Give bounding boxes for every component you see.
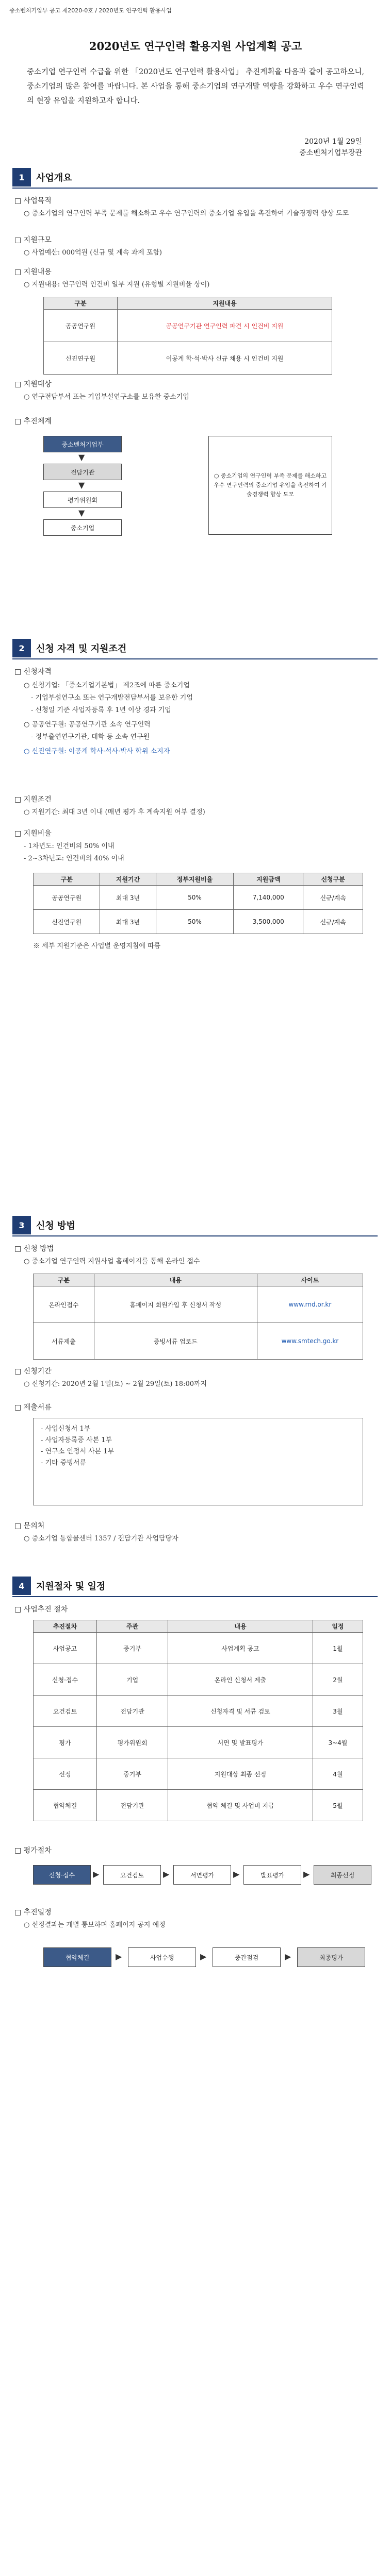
budget-label: □ 지원규모 — [14, 236, 52, 244]
method-label: □ 신청 방법 — [14, 1245, 54, 1253]
docs-line: - 기타 증빙서류 — [41, 1459, 87, 1467]
table-header: 추진절차 — [34, 1620, 97, 1633]
section-eligibility — [12, 639, 378, 1206]
flow-label: □ 평가절차 — [14, 1846, 52, 1855]
ratio-label: □ 지원비율 — [14, 829, 52, 838]
flow-box: 협약체결 — [43, 1947, 111, 1967]
table-cell: 온라인 신청서 제출 — [168, 1664, 313, 1696]
table-cell: 3월 — [313, 1696, 363, 1727]
table-header: 지원내용 — [118, 297, 332, 310]
support-type-table — [43, 297, 332, 375]
table-cell: 선정 — [34, 1758, 97, 1790]
table-cell: 신규/계속 — [303, 886, 363, 910]
table-cell: 50% — [156, 910, 234, 934]
section-title: 사업개요 — [36, 173, 72, 183]
sched-text: ○ 선정결과는 개별 통보하며 홈페이지 공지 예정 — [24, 1921, 166, 1929]
page-title: 2020년도 연구인력 활용지원 사업계획 공고 — [89, 40, 302, 53]
section-divider — [12, 1235, 378, 1236]
table-cell: 신청자격 및 서류 검토 — [168, 1696, 313, 1727]
budget-text: ○ 사업예산: 000억원 (신규 및 계속 과제 포함) — [24, 249, 162, 257]
cond-label: □ 지원조건 — [14, 795, 52, 804]
table-cell: 1월 — [313, 1633, 363, 1664]
req-label: □ 신청자격 — [14, 668, 52, 676]
table-row — [34, 910, 363, 934]
flow-box: 전담기관 — [43, 464, 122, 480]
flow-box: 중간점검 — [213, 1947, 281, 1967]
table-cell: 서류제출 — [34, 1323, 94, 1360]
sched-label: □ 추진일정 — [14, 1908, 52, 1917]
docs-box — [33, 1418, 363, 1505]
flow-detail-text: ○ 중소기업의 연구인력 부족 문제를 해소하고 우수 연구인력의 중소기업 유입을 촉진하여 기술경쟁력 향상 도모 — [214, 472, 327, 498]
table-cell: 신규/계속 — [303, 910, 363, 934]
table-cell: 요건검토 — [34, 1696, 97, 1727]
flow-box: 요건검토 — [103, 1865, 161, 1885]
table-header: 구분 — [44, 297, 118, 310]
section-number: 1 — [12, 168, 31, 187]
table-header: 일정 — [313, 1620, 363, 1633]
table-cell: 공공연구원 — [44, 310, 118, 342]
section-divider — [12, 658, 378, 659]
table-cell: 3,500,000 — [234, 910, 303, 934]
docs-line: - 사업자등록증 사본 1부 — [41, 1436, 112, 1444]
table-header: 지원금액 — [234, 873, 303, 886]
arrow-right-icon: ▶ — [116, 1952, 122, 1961]
table-cell: 3~4월 — [313, 1727, 363, 1758]
flow-box: 사업수행 — [128, 1947, 196, 1967]
table-row — [44, 342, 332, 375]
table-header: 내용 — [94, 1274, 257, 1286]
table-cell: 협약 체결 및 사업비 지급 — [168, 1790, 313, 1821]
table-cell: 신진연구원 — [34, 910, 100, 934]
table-row — [34, 1758, 363, 1790]
flow-box: 최종선정 — [314, 1865, 371, 1885]
table-header: 주관 — [97, 1620, 168, 1633]
date-line: 2020년 1월 29일 — [304, 138, 362, 146]
table-header: 구분 — [34, 873, 100, 886]
table-cell: 이공계 학·석·박사 신규 채용 시 인건비 지원 — [118, 342, 332, 375]
table-cell: 증빙서류 업로드 — [94, 1323, 257, 1360]
arrow-down-icon: ▼ — [78, 480, 85, 490]
table-row — [34, 1727, 363, 1758]
table-cell: 전담기관 — [97, 1696, 168, 1727]
section-divider — [12, 1596, 378, 1597]
req-line: ○ 신청기업: 「중소기업기본법」 제2조에 따른 중소기업 — [24, 682, 190, 689]
flow-box: 서면평가 — [173, 1865, 231, 1885]
section-title: 신청 방법 — [36, 1221, 75, 1231]
table-row — [34, 1323, 363, 1360]
arrow-right-icon: ▶ — [163, 1869, 170, 1879]
table-cell: 중기부 — [97, 1633, 168, 1664]
table-cell: 최대 3년 — [100, 910, 156, 934]
table-row — [34, 1286, 363, 1323]
arrow-right-icon: ▶ — [200, 1952, 207, 1961]
table-header: 내용 — [168, 1620, 313, 1633]
table-link[interactable]: www.rnd.or.kr — [257, 1286, 363, 1323]
period-label: □ 신청기간 — [14, 1367, 52, 1376]
application-site-table — [33, 1274, 363, 1360]
arrow-right-icon: ▶ — [93, 1869, 100, 1879]
section-overview — [12, 168, 378, 632]
intro-paragraph: 중소기업 연구인력 수급을 위한 「2020년도 연구인력 활용사업」 추진계획을 다음과 같이 공고하오니, 중소기업의 많은 참여를 바랍니다. 본 사업을 통해 중소기업의 연구개발 역량을 강화하고 우수 연구인력의 현장 유입을 지원하고자 합니다. — [27, 68, 364, 105]
arrow-right-icon: ▶ — [303, 1869, 310, 1879]
table-cell: 공공연구기관 연구인력 파견 시 인건비 지원 — [118, 310, 332, 342]
docs-line: - 연구소 인정서 사본 1부 — [41, 1448, 115, 1455]
ratio-line: - 1차년도: 인건비의 50% 이내 — [24, 842, 115, 850]
table-link[interactable]: www.smtech.go.kr — [257, 1323, 363, 1360]
section-procedure — [12, 1577, 378, 2576]
table-cell: 사업계획 공고 — [168, 1633, 313, 1664]
section-number: 2 — [12, 639, 31, 657]
signer-line: 중소벤처기업부장관 — [299, 149, 362, 157]
table-header: 구분 — [34, 1274, 94, 1286]
section-number: 3 — [12, 1216, 31, 1234]
content-text: ○ 지원내용: 연구인력 인건비 일부 지원 (유형별 지원비율 상이) — [24, 281, 210, 289]
content-label: □ 지원내용 — [14, 268, 52, 276]
table-cell: 협약체결 — [34, 1790, 97, 1821]
cond-text: ○ 지원기간: 최대 3년 이내 (매년 평가 후 계속지원 여부 결정) — [24, 808, 205, 816]
section-title: 신청 자격 및 지원조건 — [36, 643, 127, 654]
table-header: 정부지원비율 — [156, 873, 234, 886]
table-row — [34, 1696, 363, 1727]
req-line: - 신청일 기준 사업자등록 후 1년 이상 경과 기업 — [31, 706, 171, 714]
table-header: 사이트 — [257, 1274, 363, 1286]
flow-box: 발표평가 — [243, 1865, 301, 1885]
docs-label: □ 제출서류 — [14, 1403, 52, 1412]
table-row — [34, 1633, 363, 1664]
table-cell: 7,140,000 — [234, 886, 303, 910]
table-cell: 홈페이지 회원가입 후 신청서 작성 — [94, 1286, 257, 1323]
arrow-down-icon: ▼ — [78, 508, 85, 518]
req-line: ○ 공공연구원: 공공연구기관 소속 연구인력 — [24, 721, 151, 728]
procedure-table — [33, 1620, 363, 1821]
table-cell: 서면 및 발표평가 — [168, 1727, 313, 1758]
target-text: ○ 연구전담부서 또는 기업부설연구소를 보유한 중소기업 — [24, 393, 189, 401]
table-header: 지원기간 — [100, 873, 156, 886]
date-signature — [299, 136, 362, 159]
table-cell: 중기부 — [97, 1758, 168, 1790]
table-cell: 평가 — [34, 1727, 97, 1758]
req-line: - 정부출연연구기관, 대학 등 소속 연구원 — [31, 733, 150, 741]
req-line: - 기업부설연구소 또는 연구개발전담부서를 보유한 기업 — [31, 694, 193, 702]
support-condition-table — [33, 873, 363, 934]
table-row — [34, 886, 363, 910]
section-number: 4 — [12, 1577, 31, 1595]
flow-box: 평가위원회 — [43, 492, 122, 508]
table-header: 신청구분 — [303, 873, 363, 886]
table-cell: 5월 — [313, 1790, 363, 1821]
table-cell: 평가위원회 — [97, 1727, 168, 1758]
arrow-right-icon: ▶ — [285, 1952, 291, 1961]
table-row — [44, 310, 332, 342]
table-row — [34, 1664, 363, 1696]
purpose-label: □ 사업목적 — [14, 197, 52, 205]
table-cell: 지원대상 최종 선정 — [168, 1758, 313, 1790]
ratio-line: - 2~3차년도: 인건비의 40% 이내 — [24, 855, 124, 862]
header-note: 중소벤처기업부 공고 제2020-0호 / 2020년도 연구인력 활용사업 — [9, 7, 172, 14]
table-cell: 신청·접수 — [34, 1664, 97, 1696]
section-divider — [12, 188, 378, 189]
table-cell: 신진연구원 — [44, 342, 118, 375]
flow-box: 신청·접수 — [33, 1865, 91, 1885]
contact-text: ○ 중소기업 통합콜센터 1357 / 전담기관 사업담당자 — [24, 1535, 178, 1543]
table-cell: 2월 — [313, 1664, 363, 1696]
table-cell: 전담기관 — [97, 1790, 168, 1821]
table-cell: 사업공고 — [34, 1633, 97, 1664]
table-cell: 공공연구원 — [34, 886, 100, 910]
target-label: □ 지원대상 — [14, 380, 52, 388]
contact-label: □ 문의처 — [14, 1522, 45, 1530]
section-title: 지원절차 및 일정 — [36, 1581, 106, 1592]
table-cell: 최대 3년 — [100, 886, 156, 910]
proc-label: □ 사업추진 절차 — [14, 1605, 68, 1614]
method-text: ○ 중소기업 연구인력 지원사업 홈페이지를 통해 온라인 접수 — [24, 1258, 200, 1265]
table-cell: 4월 — [313, 1758, 363, 1790]
table-cell: 온라인접수 — [34, 1286, 94, 1323]
arrow-right-icon: ▶ — [233, 1869, 240, 1879]
table-cell: 50% — [156, 886, 234, 910]
flow-box: 최종평가 — [297, 1947, 365, 1967]
note-text: ※ 세부 지원기준은 사업별 운영지침에 따름 — [33, 942, 161, 950]
flow-label: □ 추진체계 — [14, 417, 52, 426]
docs-line: - 사업신청서 1부 — [41, 1425, 91, 1433]
flow-box: 중소벤처기업부 — [43, 436, 122, 452]
purpose-text: ○ 중소기업의 연구인력 부족 문제를 해소하고 우수 연구인력의 중소기업 유입을 촉진하여 기술경쟁력 향상 도모 — [24, 210, 349, 217]
req-line: ○ 신진연구원: 이공계 학사·석사·박사 학위 소지자 — [24, 748, 170, 755]
table-cell: 기업 — [97, 1664, 168, 1696]
period-text: ○ 신청기간: 2020년 2월 1일(토) ~ 2월 29일(토) 18:00까지 — [24, 1380, 207, 1388]
flow-detail-box — [208, 436, 332, 535]
table-row — [34, 1790, 363, 1821]
flow-box: 중소기업 — [43, 519, 122, 536]
arrow-down-icon: ▼ — [78, 452, 85, 462]
